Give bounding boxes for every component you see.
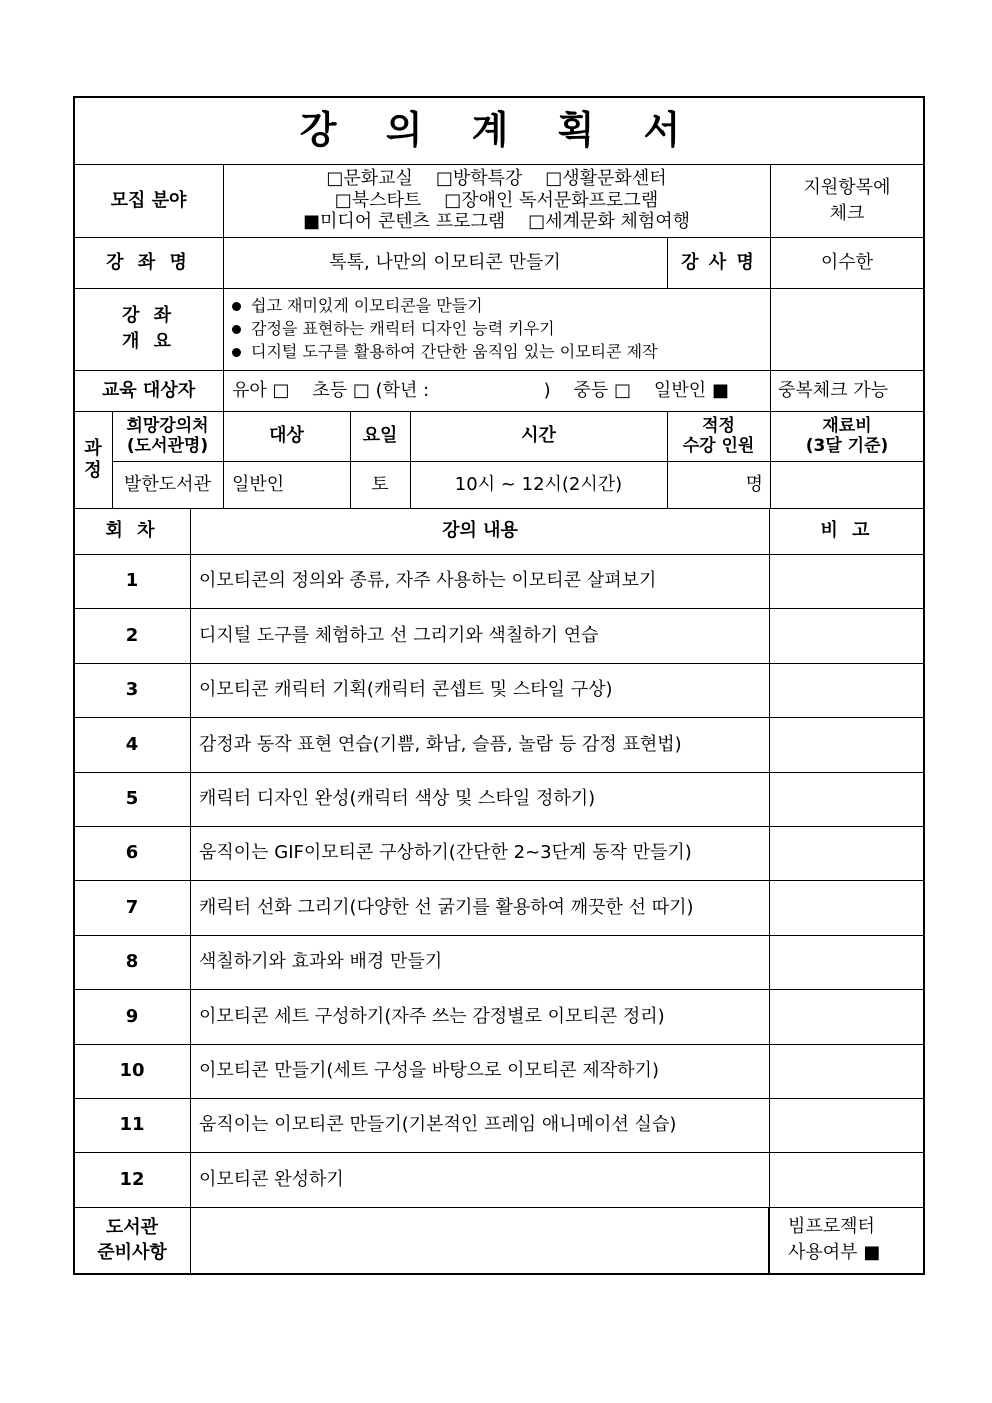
day-value[interactable]: 토 xyxy=(371,473,389,495)
v-rule xyxy=(769,508,770,1273)
course-name-value[interactable]: 톡톡, 나만의 이모티콘 만들기 xyxy=(329,251,561,273)
overview-item xyxy=(232,317,922,340)
capacity-value[interactable]: 명 xyxy=(745,473,763,495)
target-value[interactable]: 일반인 xyxy=(232,473,285,495)
h-rule xyxy=(73,1152,925,1153)
bullet-icon xyxy=(232,302,241,311)
session-number: 5 xyxy=(125,787,139,809)
h-rule xyxy=(73,370,925,371)
session-content[interactable]: 캐릭터 디자인 완성(캐릭터 색상 및 스타일 정하기) xyxy=(199,787,596,809)
recruit-options-row-2[interactable]: □북스타트 □장애인 독서문화프로그램 xyxy=(334,189,659,211)
session-number: 4 xyxy=(125,733,139,755)
h-rule xyxy=(73,411,925,412)
session-number: 11 xyxy=(119,1114,145,1136)
session-no-header: 회 차 xyxy=(105,520,159,542)
v-rule xyxy=(223,164,224,411)
h-rule xyxy=(73,1207,925,1208)
place-header-line-2: (도서관명) xyxy=(126,436,209,456)
fee-value[interactable] xyxy=(770,461,924,508)
process-side-label xyxy=(74,411,112,508)
course-name-label: 강 좌 명 xyxy=(106,251,191,273)
session-number: 9 xyxy=(125,1005,139,1027)
v-rule xyxy=(223,411,224,508)
session-content[interactable]: 이모티콘 만들기(세트 구성을 바탕으로 이모티콘 제작하기) xyxy=(199,1059,659,1081)
h-rule xyxy=(73,772,925,773)
h-rule xyxy=(73,1044,925,1045)
overview-label-line-2: 개 요 xyxy=(121,331,176,352)
bullet-icon xyxy=(232,348,241,357)
session-note-cell[interactable] xyxy=(770,935,924,989)
session-note-cell[interactable] xyxy=(770,1044,924,1098)
session-content-header: 강의 내용 xyxy=(442,520,518,542)
overview-item-text: 감정을 표현하는 캐릭터 디자인 능력 키우기 xyxy=(251,319,555,338)
session-note-cell[interactable] xyxy=(770,880,924,934)
h-rule xyxy=(73,717,925,718)
recruit-field-options[interactable] xyxy=(223,164,770,237)
place-value[interactable]: 발한도서관 xyxy=(124,473,211,495)
overview-label-line-1: 강 좌 xyxy=(121,305,176,327)
library-prep-label-line-1: 도서관 xyxy=(105,1216,159,1238)
capacity-header-line-1: 적정 xyxy=(702,415,735,436)
session-note-cell[interactable] xyxy=(770,1098,924,1152)
h-rule xyxy=(112,461,925,462)
session-content[interactable]: 감정과 동작 표현 연습(기쁨, 화남, 슬픔, 놀람 등 감정 표현법) xyxy=(199,733,682,755)
session-content[interactable]: 움직이는 이모티콘 만들기(기본적인 프레임 애니메이션 실습) xyxy=(199,1114,677,1136)
session-note-header: 비 고 xyxy=(820,520,874,542)
recruit-options-row-3[interactable]: ■미디어 콘텐츠 프로그램 □세계문화 체험여행 xyxy=(302,211,691,233)
capacity-header-line-2: 수강 인원 xyxy=(682,436,755,456)
h-rule xyxy=(73,554,925,555)
overview-item-text: 쉽고 재미있게 이모티콘을 만들기 xyxy=(251,296,483,315)
session-number: 8 xyxy=(125,951,139,973)
projector-use[interactable] xyxy=(770,1207,924,1273)
bullet-icon xyxy=(232,325,241,334)
session-note-cell[interactable] xyxy=(770,608,924,662)
h-rule xyxy=(73,989,925,990)
fee-header-line-1: 재료비 xyxy=(822,415,872,436)
h-rule xyxy=(73,1273,925,1275)
support-check-line-1: 지원항목에 xyxy=(803,176,891,198)
target-label: 교육 대상자 xyxy=(101,379,196,401)
overview-item xyxy=(232,340,922,363)
support-check-line-2: 체크 xyxy=(829,202,865,224)
session-number: 7 xyxy=(125,896,139,918)
place-header-line-1: 희망강의처 xyxy=(126,415,209,436)
h-rule xyxy=(73,237,925,238)
session-note-cell[interactable] xyxy=(770,772,924,826)
capacity-header xyxy=(667,411,770,461)
time-header: 시간 xyxy=(521,425,556,447)
day-header: 요일 xyxy=(362,425,398,447)
session-content[interactable]: 이모티콘 세트 구성하기(자주 쓰는 감정별로 이모티콘 정리) xyxy=(199,1005,665,1027)
recruit-options-row-1[interactable]: □문화교실 □방학특강 □생활문화센터 xyxy=(326,168,667,190)
session-note-cell[interactable] xyxy=(770,989,924,1043)
time-value[interactable]: 10시 ~ 12시(2시간) xyxy=(454,473,623,495)
v-rule xyxy=(770,411,771,508)
session-number: 1 xyxy=(125,570,139,592)
target-options[interactable]: 유아 □ 초등 □ (학년 : ) 중등 □ 일반인 ■ xyxy=(232,379,729,401)
projector-line-2[interactable]: 사용여부 ■ xyxy=(788,1242,881,1263)
h-rule xyxy=(73,663,925,664)
h-rule xyxy=(73,935,925,936)
duplicate-check-note: 중복체크 가능 xyxy=(778,379,889,401)
library-prep-field[interactable] xyxy=(190,1207,770,1273)
session-note-cell[interactable] xyxy=(770,554,924,608)
session-note-cell[interactable] xyxy=(770,663,924,717)
h-rule xyxy=(73,288,925,289)
session-content[interactable]: 이모티콘 완성하기 xyxy=(199,1168,344,1190)
h-rule xyxy=(73,880,925,881)
document-title: 강 의 계 획 서 xyxy=(299,107,699,152)
session-number: 6 xyxy=(125,842,139,864)
session-content[interactable]: 캐릭터 선화 그리기(다양한 선 굵기를 활용하여 깨끗한 선 따기) xyxy=(199,896,694,918)
v-rule xyxy=(410,411,411,508)
overview-item-text: 디지털 도구를 활용하여 간단한 움직임 있는 이모티콘 제작 xyxy=(251,342,658,361)
session-note-cell[interactable] xyxy=(770,826,924,880)
session-number: 12 xyxy=(119,1168,145,1190)
target-header: 대상 xyxy=(269,425,304,447)
session-content[interactable]: 이모티콘 캐릭터 기획(캐릭터 콘셉트 및 스타일 구상) xyxy=(199,679,613,701)
session-number: 10 xyxy=(119,1059,145,1081)
library-prep-label xyxy=(74,1207,190,1273)
process-side-label-2: 정 xyxy=(84,459,102,481)
session-content[interactable]: 이모티콘의 정의와 종류, 자주 사용하는 이모티콘 살펴보기 xyxy=(199,570,657,592)
h-rule xyxy=(73,826,925,827)
session-number: 3 xyxy=(125,679,139,701)
process-side-label-1: 과 xyxy=(84,437,102,459)
overview-label xyxy=(74,288,223,370)
overview-list xyxy=(232,294,922,363)
v-rule xyxy=(350,411,351,508)
instructor-name[interactable]: 이수한 xyxy=(820,251,874,273)
instructor-label: 강 사 명 xyxy=(681,251,756,273)
session-note-cell[interactable] xyxy=(770,1152,924,1206)
h-rule xyxy=(73,96,925,98)
session-content[interactable]: 색칠하기와 효과와 배경 만들기 xyxy=(199,951,443,973)
v-rule xyxy=(667,237,668,288)
h-rule xyxy=(73,1098,925,1099)
session-content[interactable]: 디지털 도구를 체험하고 선 그리기와 색칠하기 연습 xyxy=(199,624,599,646)
recruit-field-label: 모집 분야 xyxy=(110,189,187,211)
v-rule xyxy=(667,411,668,508)
support-check-note xyxy=(770,164,924,237)
v-rule xyxy=(768,1207,769,1273)
session-note-cell[interactable] xyxy=(770,717,924,771)
place-header xyxy=(112,411,223,461)
fee-header xyxy=(770,411,924,461)
v-rule xyxy=(112,411,113,508)
projector-line-1: 빔프로젝터 xyxy=(788,1216,875,1238)
h-rule xyxy=(73,164,925,165)
h-rule xyxy=(73,508,925,509)
library-prep-label-line-2: 준비사항 xyxy=(97,1241,167,1263)
fee-header-line-2: (3달 기준) xyxy=(805,436,889,456)
overview-item xyxy=(232,294,922,317)
session-number: 2 xyxy=(125,624,139,646)
v-rule xyxy=(770,164,771,411)
session-content[interactable]: 움직이는 GIF이모티콘 구상하기(간단한 2~3단계 동작 만들기) xyxy=(199,842,692,864)
h-rule xyxy=(73,608,925,609)
v-rule xyxy=(190,508,191,1273)
